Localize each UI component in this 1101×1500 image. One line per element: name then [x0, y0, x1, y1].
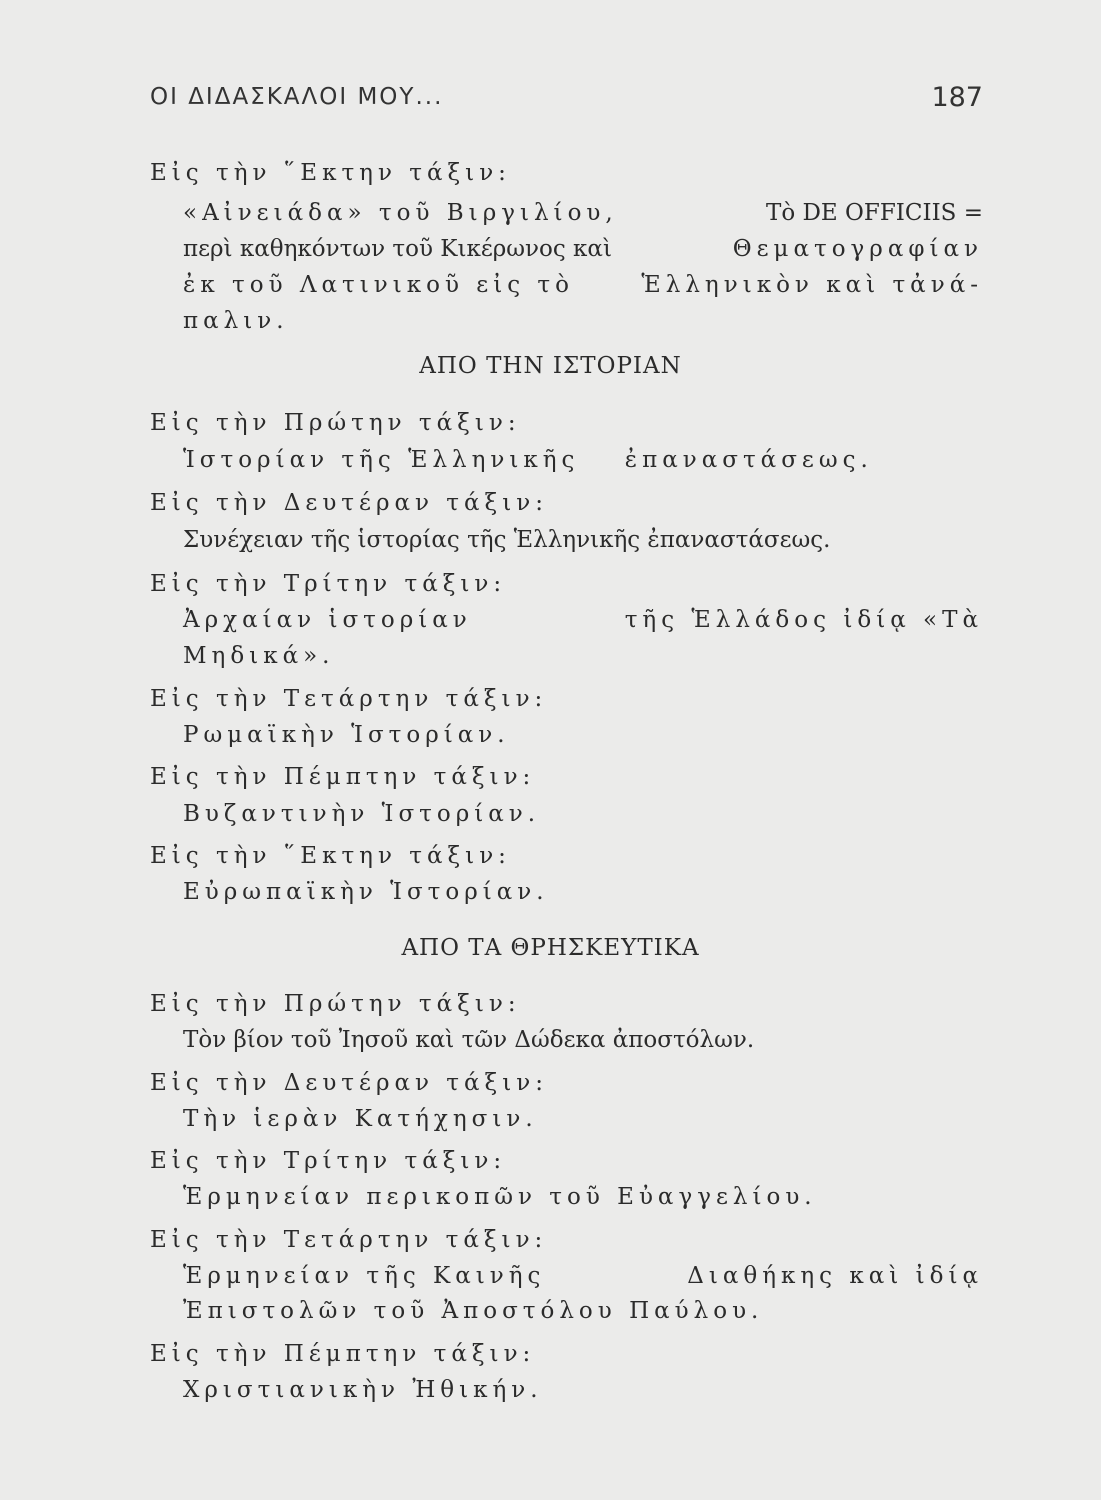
history-class5-label: Εἰς τὴν Πέμπτην τάξιν:	[150, 764, 536, 790]
latin-class6-label: Εἰς τὴν ῞Εκτην τάξιν:	[150, 160, 511, 186]
latin-line-2-b: Θεματογραφίαν	[732, 236, 983, 262]
religion-class1-label: Εἰς τὴν Πρώτην τάξιν:	[150, 991, 521, 1017]
religion-class2-label: Εἰς τὴν Δευτέραν τάξιν:	[150, 1070, 548, 1096]
history-class2-label: Εἰς τὴν Δευτέραν τάξιν:	[150, 490, 548, 516]
history-class1-text	[183, 447, 873, 473]
latin-line-1-b: Τὸ DE OFFICIIS =	[765, 200, 983, 226]
latin-line-4: παλιν.	[183, 308, 289, 334]
latin-line-1-a: «Αἰνειάδα» τοῦ Βιργιλίου,	[183, 200, 618, 226]
history-class3-text-c: Μηδικά».	[183, 643, 335, 669]
history-class1-label: Εἰς τὴν Πρώτην τάξιν:	[150, 410, 521, 436]
religion-class4-text	[183, 1263, 983, 1289]
history-class3-text-b: τῆς Ἑλλάδος ἰδίᾳ «Τὰ	[624, 607, 983, 633]
history-class5-text: Βυζαντινὴν Ἱστορίαν.	[183, 801, 541, 827]
latin-line-2	[183, 236, 983, 262]
latin-line-1	[183, 200, 983, 226]
history-heading: ΑΠΟ ΤΗΝ ΙΣΤΟΡΙΑΝ	[419, 353, 682, 379]
religion-class5-text: Χριστιανικὴν Ἠθικήν.	[183, 1377, 543, 1403]
history-class3-text-a: Ἀρχαίαν ἱστορίαν	[183, 607, 472, 633]
history-class3-text	[183, 607, 983, 633]
history-class2-text: Συνέχειαν τῆς ἱστορίας τῆς Ἑλληνικῆς ἐπαναστάσεως.	[183, 527, 831, 553]
religion-class5-label: Εἰς τὴν Πέμπτην τάξιν:	[150, 1341, 536, 1367]
religion-class4-label: Εἰς τὴν Τετάρτην τάξιν:	[150, 1227, 548, 1253]
religion-class3-label: Εἰς τὴν Τρίτην τάξιν:	[150, 1148, 507, 1174]
religion-class4-text-b: Διαθήκης καὶ ἰδίᾳ	[687, 1263, 983, 1289]
history-class6-label: Εἰς τὴν ῞Εκτην τάξιν:	[150, 843, 511, 869]
history-class1-text-a: Ἱστορίαν τῆς Ἑλληνικῆς	[183, 447, 580, 473]
religion-class3-text: Ἑρμηνείαν περικοπῶν τοῦ Εὐαγγελίου.	[183, 1184, 817, 1210]
religion-class1-text: Τὸν βίον τοῦ Ἰησοῦ καὶ τῶν Δώδεκα ἀποστόλων.	[183, 1027, 755, 1053]
page-number: 187	[931, 82, 983, 113]
religion-class2-text: Τὴν ἱερὰν Κατήχησιν.	[183, 1106, 538, 1132]
history-class3-label: Εἰς τὴν Τρίτην τάξιν:	[150, 571, 507, 597]
history-class4-label: Εἰς τὴν Τετάρτην τάξιν:	[150, 686, 548, 712]
history-class4-text: Ρωμαϊκὴν Ἱστορίαν.	[183, 722, 510, 748]
latin-line-2-a: περὶ καθηκόντων τοῦ Κικέρωνος καὶ	[183, 236, 612, 262]
running-title: ΟΙ ΔΙΔΑΣΚΑΛΟΙ ΜΟΥ...	[150, 84, 444, 110]
latin-line-3-a: ἐκ τοῦ Λατινικοῦ εἰς τὸ	[183, 272, 574, 298]
latin-line-3	[183, 272, 983, 298]
history-class1-text-b: ἐπαναστάσεως.	[624, 447, 873, 473]
history-class6-text: Εὐρωπαϊκὴν Ἱστορίαν.	[183, 879, 549, 905]
religion-class4-text-c: Ἐπιστολῶν τοῦ Ἀποστόλου Παύλου.	[183, 1298, 764, 1324]
religion-class4-text-a: Ἑρμηνείαν τῆς Καινῆς	[183, 1263, 546, 1289]
latin-line-3-b: Ἑλληνικὸν καὶ τἀνά-	[641, 272, 983, 298]
religion-heading: ΑΠΟ ΤΑ ΘΡΗΣΚΕΥΤΙΚΑ	[401, 935, 700, 961]
